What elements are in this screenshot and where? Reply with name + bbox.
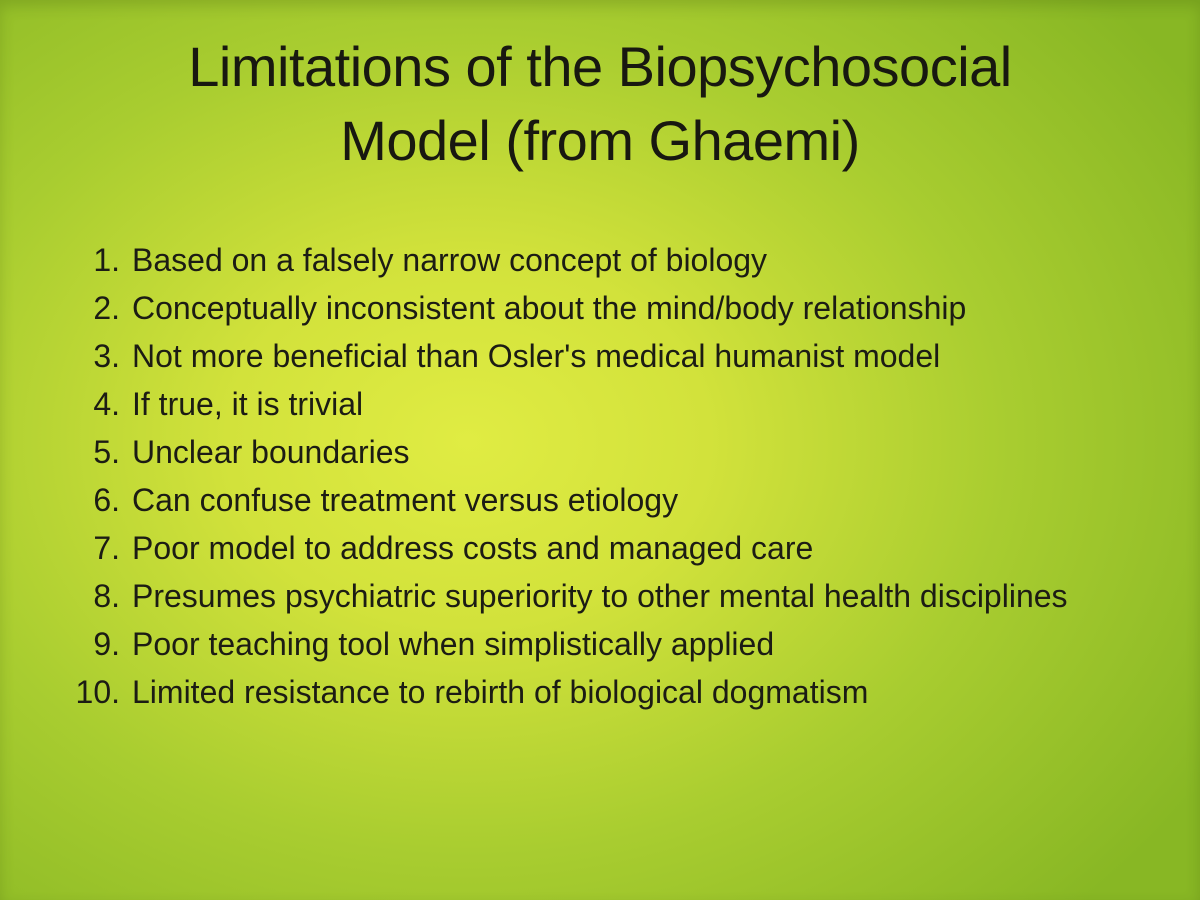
- list-item: [68, 524, 1134, 572]
- list-item-text: Conceptually inconsistent about the mind/body relationship: [132, 290, 967, 326]
- list-item-number: 1.: [93, 242, 120, 278]
- list-item: [68, 428, 1134, 476]
- list-item-number: 3.: [93, 338, 120, 374]
- list-item-number: 4.: [93, 386, 120, 422]
- list-item-text: If true, it is trivial: [132, 386, 364, 422]
- list-item-text: Poor model to address costs and managed care: [132, 530, 814, 566]
- list-item-text: Unclear boundaries: [132, 434, 410, 470]
- list-item: [68, 332, 1134, 380]
- list-item-number: 10.: [75, 674, 120, 710]
- list-item-number: 9.: [93, 626, 120, 662]
- list-item: [68, 236, 1134, 284]
- list-item-text: Can confuse treatment versus etiology: [132, 482, 679, 518]
- list-item-text: Based on a falsely narrow concept of biology: [132, 242, 768, 278]
- list-item-number: 5.: [93, 434, 120, 470]
- list-item: [68, 380, 1134, 428]
- list-item-number: 6.: [93, 482, 120, 518]
- list-item-text: Not more beneficial than Osler's medical humanist model: [132, 338, 941, 374]
- slide-title-line-2: Model (from Ghaemi): [340, 109, 860, 172]
- slide-title: [0, 0, 1200, 178]
- list-item-number: 7.: [93, 530, 120, 566]
- list-item: [68, 620, 1134, 668]
- limitations-list: [68, 236, 1134, 716]
- list-item-number: 2.: [93, 290, 120, 326]
- list-item: [68, 284, 1134, 332]
- list-item: [68, 476, 1134, 524]
- list-item: [68, 572, 1134, 620]
- list-item-text: Poor teaching tool when simplistically applied: [132, 626, 775, 662]
- slide-title-line-1: Limitations of the Biopsychosocial: [188, 35, 1012, 98]
- list-item-text: Presumes psychiatric superiority to other mental health disciplines: [132, 578, 1068, 614]
- list-item: [68, 668, 1134, 716]
- list-item-number: 8.: [93, 578, 120, 614]
- list-item-text: Limited resistance to rebirth of biological dogmatism: [132, 674, 869, 710]
